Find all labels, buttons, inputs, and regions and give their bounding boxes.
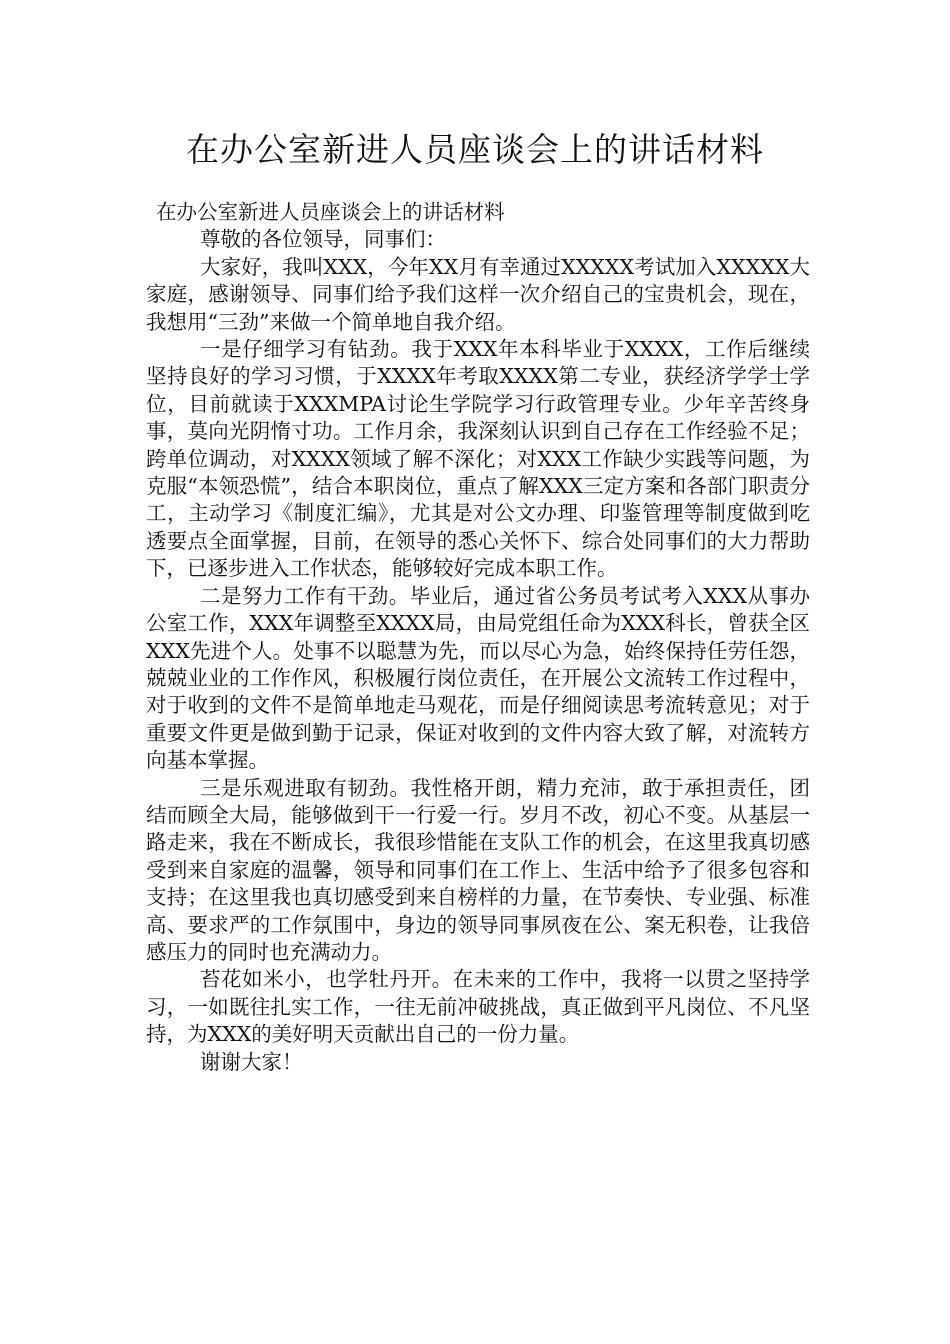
paragraph-closing: 苔花如米小，也学牡丹开。在未来的工作中，我将一以贯之坚持学习，一如既往扎实工作，一往无前冲破挑战，真正做到平凡岗位、不凡坚持，为XXX的美好明天贡献出自己的一份力量。 <box>146 967 810 1047</box>
document-title: 在办公室新进人员座谈会上的讲话材料 <box>186 130 764 169</box>
paragraph-study: 一是仔细学习有钻劲。我于XXX年本科毕业于XXXX，工作后继续坚持良好的学习习惯，于XXXX年考取XXXX第二专业，获经济学学士学位，目前就读于XXXMPA讨论生学院学习行政管理专业。少年辛苦终身事，莫向光阴惰寸功。工作月余，我深刻认识到自己存在工作经验不足；跨单位调动，对XXXX领域了解不深化；对XXX工作缺少实践等问题，为克服“本领恐慌”，结合本职岗位，重点了解XXX三定方案和各部门职责分工，主动学习《制度汇编》，尤其是对公文办理、印鉴管理等制度做到吃透要点全面掌握，目前，在领导的悉心关怀下、综合处同事们的大力帮助下，已逐步进入工作状态，能够较好完成本职工作。 <box>146 337 810 581</box>
paragraph-resilience: 三是乐观进取有韧劲。我性格开朗，精力充沛，敢于承担责任，团结而顾全大局，能够做到干一行爱一行。岁月不改，初心不变。从基层一路走来，我在不断成长，我很珍惜能在支队工作的机会，在这里我真切感受到来自家庭的温馨，领导和同事们在工作上、生活中给予了很多包容和支持；在这里我也真切感受到来自榜样的力量，在节奏快、专业强、标准高、要求严的工作氛围中，身边的领导同事夙夜在公、案无积卷，让我倍感压力的同时也充满动力。 <box>146 775 810 964</box>
document-subtitle: 在办公室新进人员座谈会上的讲话材料 <box>156 200 505 224</box>
paragraph-thanks: 谢谢大家！ <box>200 1049 303 1074</box>
paragraph-intro: 大家好，我叫XXX，今年XX月有幸通过XXXXX考试加入XXXXX大家庭，感谢领导、同事们给予我们这样一次介绍自己的宝贵机会，现在，我想用“三劲”来做一个简单地自我介绍。 <box>146 254 810 334</box>
greeting: 尊敬的各位领导，同事们： <box>200 227 446 252</box>
document-body <box>146 199 810 1076</box>
paragraph-work: 二是努力工作有干劲。毕业后，通过省公务员考试考入XXX从事办公室工作，XXX年调整至XXXX局，由局党组任命为XXX科长，曾获全区XXX先进个人。处事不以聪慧为先，而以尽心为急，始终保持任劳任怨，兢兢业业的工作作风，积极履行岗位责任，在开展公文流转工作过程中，对于收到的文件不是简单地走马观花，而是仔细阅读思考流转意见；对于重要文件更是做到勤于记录，保证对收到的文件内容大致了解，对流转方向基本掌握。 <box>146 583 810 773</box>
